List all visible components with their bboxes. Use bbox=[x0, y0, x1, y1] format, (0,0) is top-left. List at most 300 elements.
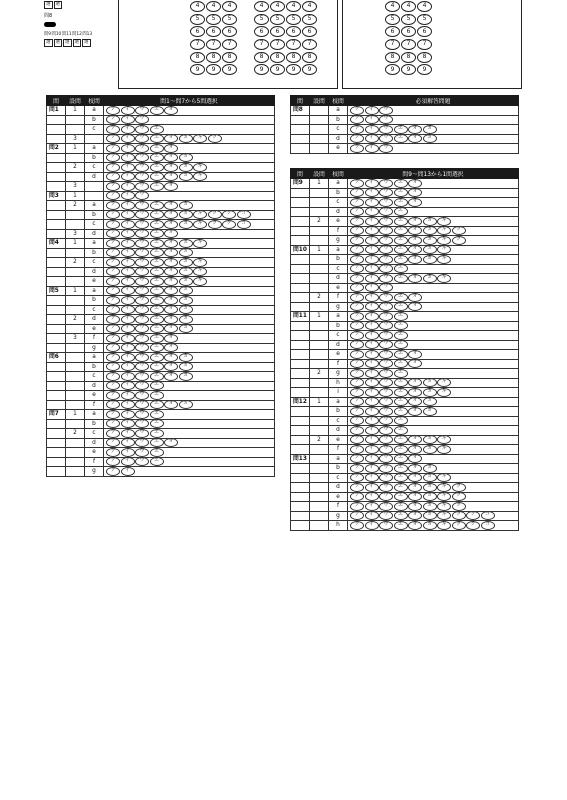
answer-option-bubble[interactable]: イ bbox=[121, 201, 135, 210]
answer-option-bubble[interactable]: ア bbox=[350, 134, 364, 143]
answer-option-bubble[interactable]: イ bbox=[121, 239, 135, 248]
answer-option-bubble[interactable]: イ bbox=[121, 324, 135, 333]
digit-bubble[interactable]: 5 bbox=[286, 14, 301, 25]
answer-option-bubble[interactable]: カ bbox=[423, 125, 437, 134]
answer-option-bubble[interactable]: エ bbox=[150, 429, 164, 438]
answer-option-bubble[interactable]: エ bbox=[394, 207, 408, 216]
answer-option-bubble[interactable]: カ bbox=[423, 521, 437, 530]
answer-option-bubble[interactable]: イ bbox=[121, 125, 135, 134]
digit-bubble[interactable]: 7 bbox=[222, 39, 237, 50]
answer-option-bubble[interactable]: エ bbox=[150, 125, 164, 134]
answer-option-bubble[interactable]: エ bbox=[150, 362, 164, 371]
digit-bubble[interactable]: 7 bbox=[206, 39, 221, 50]
answer-option-bubble[interactable]: オ bbox=[164, 438, 178, 447]
answer-option-bubble[interactable]: イ bbox=[365, 312, 379, 321]
answer-option-bubble[interactable]: オ bbox=[164, 134, 178, 143]
answer-option-bubble[interactable]: オ bbox=[164, 277, 178, 286]
answer-option-bubble[interactable]: ウ bbox=[135, 153, 149, 162]
answer-option-bubble[interactable]: カ bbox=[179, 372, 193, 381]
answer-option-bubble[interactable]: エ bbox=[150, 106, 164, 115]
answer-option-bubble[interactable]: イ bbox=[365, 134, 379, 143]
answer-option-bubble[interactable]: ア bbox=[106, 220, 120, 229]
digit-bubble[interactable]: 7 bbox=[286, 39, 301, 50]
answer-option-bubble[interactable]: オ bbox=[408, 388, 422, 397]
answer-option-bubble[interactable]: オ bbox=[164, 267, 178, 276]
answer-option-bubble[interactable]: オ bbox=[408, 293, 422, 302]
answer-option-bubble[interactable]: イ bbox=[121, 229, 135, 238]
answer-option-bubble[interactable]: イ bbox=[365, 359, 379, 368]
answer-option-bubble[interactable]: ウ bbox=[379, 245, 393, 254]
answer-option-bubble[interactable]: エ bbox=[394, 359, 408, 368]
answer-option-bubble[interactable]: エ bbox=[150, 381, 164, 390]
answer-option-bubble[interactable]: キ bbox=[193, 210, 207, 219]
answer-option-bubble[interactable]: ウ bbox=[379, 492, 393, 501]
answer-option-bubble[interactable]: ア bbox=[350, 198, 364, 207]
answer-option-bubble[interactable]: オ bbox=[408, 502, 422, 511]
answer-option-bubble[interactable]: イ bbox=[365, 198, 379, 207]
digit-bubble[interactable]: 6 bbox=[206, 26, 221, 37]
answer-option-bubble[interactable]: ケ bbox=[466, 511, 480, 520]
answer-option-bubble[interactable]: エ bbox=[150, 315, 164, 324]
digit-bubble[interactable]: 7 bbox=[254, 39, 269, 50]
digit-bubble[interactable]: 4 bbox=[206, 1, 221, 12]
answer-option-bubble[interactable]: ウ bbox=[135, 305, 149, 314]
digit-bubble[interactable]: 9 bbox=[222, 64, 237, 75]
answer-option-bubble[interactable]: ウ bbox=[135, 362, 149, 371]
answer-option-bubble[interactable]: ア bbox=[106, 353, 120, 362]
answer-option-bubble[interactable]: エ bbox=[150, 277, 164, 286]
answer-option-bubble[interactable]: カ bbox=[179, 153, 193, 162]
answer-option-bubble[interactable]: カ bbox=[179, 248, 193, 257]
answer-option-bubble[interactable]: イ bbox=[121, 144, 135, 153]
answer-option-bubble[interactable]: ウ bbox=[379, 378, 393, 387]
answer-option-bubble[interactable]: キ bbox=[193, 220, 207, 229]
digit-bubble[interactable]: 9 bbox=[401, 64, 416, 75]
answer-option-bubble[interactable]: エ bbox=[394, 473, 408, 482]
answer-option-bubble[interactable]: ウ bbox=[135, 220, 149, 229]
answer-option-bubble[interactable]: オ bbox=[408, 350, 422, 359]
answer-option-bubble[interactable]: キ bbox=[437, 483, 451, 492]
answer-option-bubble[interactable]: カ bbox=[423, 483, 437, 492]
answer-option-bubble[interactable]: オ bbox=[164, 372, 178, 381]
answer-option-bubble[interactable]: ア bbox=[350, 264, 364, 273]
answer-option-bubble[interactable]: イ bbox=[365, 188, 379, 197]
answer-option-bubble[interactable]: ウ bbox=[379, 426, 393, 435]
answer-option-bubble[interactable]: カ bbox=[179, 220, 193, 229]
answer-option-bubble[interactable]: イ bbox=[365, 217, 379, 226]
answer-option-bubble[interactable]: エ bbox=[150, 220, 164, 229]
answer-option-bubble[interactable]: エ bbox=[394, 179, 408, 188]
digit-bubble[interactable]: 8 bbox=[254, 52, 269, 63]
answer-option-bubble[interactable]: イ bbox=[365, 511, 379, 520]
answer-option-bubble[interactable]: エ bbox=[150, 144, 164, 153]
answer-option-bubble[interactable]: イ bbox=[365, 226, 379, 235]
answer-option-bubble[interactable]: オ bbox=[408, 236, 422, 245]
answer-option-bubble[interactable]: カ bbox=[179, 400, 193, 409]
answer-option-bubble[interactable]: ウ bbox=[135, 134, 149, 143]
answer-option-bubble[interactable]: エ bbox=[394, 134, 408, 143]
digit-bubble[interactable]: 7 bbox=[190, 39, 205, 50]
answer-option-bubble[interactable]: ウ bbox=[135, 457, 149, 466]
answer-option-bubble[interactable]: オ bbox=[164, 296, 178, 305]
answer-option-bubble[interactable]: ア bbox=[106, 372, 120, 381]
answer-option-bubble[interactable]: イ bbox=[121, 391, 135, 400]
digit-bubble[interactable]: 8 bbox=[302, 52, 317, 63]
answer-option-bubble[interactable]: ア bbox=[106, 448, 120, 457]
answer-option-bubble[interactable]: エ bbox=[394, 321, 408, 330]
answer-option-bubble[interactable]: カ bbox=[179, 305, 193, 314]
answer-option-bubble[interactable]: エ bbox=[150, 172, 164, 181]
answer-option-bubble[interactable]: カ bbox=[423, 236, 437, 245]
answer-option-bubble[interactable]: ウ bbox=[135, 286, 149, 295]
answer-option-bubble[interactable]: エ bbox=[150, 248, 164, 257]
answer-option-bubble[interactable]: オ bbox=[408, 226, 422, 235]
answer-option-bubble[interactable]: ア bbox=[106, 210, 120, 219]
answer-option-bubble[interactable]: イ bbox=[365, 426, 379, 435]
answer-option-bubble[interactable]: オ bbox=[408, 435, 422, 444]
answer-option-bubble[interactable]: オ bbox=[164, 229, 178, 238]
answer-option-bubble[interactable]: ア bbox=[106, 315, 120, 324]
answer-option-bubble[interactable]: エ bbox=[394, 416, 408, 425]
answer-option-bubble[interactable]: イ bbox=[121, 467, 135, 476]
answer-option-bubble[interactable]: ウ bbox=[135, 296, 149, 305]
answer-option-bubble[interactable]: イ bbox=[365, 293, 379, 302]
answer-option-bubble[interactable]: エ bbox=[150, 448, 164, 457]
answer-option-bubble[interactable]: オ bbox=[164, 353, 178, 362]
answer-option-bubble[interactable]: ウ bbox=[135, 191, 149, 200]
answer-option-bubble[interactable]: ウ bbox=[379, 312, 393, 321]
answer-option-bubble[interactable]: キ bbox=[437, 435, 451, 444]
answer-option-bubble[interactable]: ウ bbox=[379, 264, 393, 273]
answer-option-bubble[interactable]: カ bbox=[423, 255, 437, 264]
answer-option-bubble[interactable]: オ bbox=[408, 483, 422, 492]
answer-option-bubble[interactable]: ア bbox=[350, 464, 364, 473]
answer-option-bubble[interactable]: ア bbox=[350, 179, 364, 188]
answer-option-bubble[interactable]: カ bbox=[179, 267, 193, 276]
answer-option-bubble[interactable]: ア bbox=[350, 331, 364, 340]
answer-option-bubble[interactable]: イ bbox=[121, 353, 135, 362]
answer-option-bubble[interactable]: イ bbox=[365, 397, 379, 406]
answer-option-bubble[interactable]: キ bbox=[437, 445, 451, 454]
answer-option-bubble[interactable]: ア bbox=[106, 429, 120, 438]
answer-option-bubble[interactable]: エ bbox=[150, 239, 164, 248]
answer-option-bubble[interactable]: エ bbox=[150, 258, 164, 267]
digit-bubble[interactable]: 7 bbox=[385, 39, 400, 50]
answer-option-bubble[interactable]: ア bbox=[350, 340, 364, 349]
answer-option-bubble[interactable]: ア bbox=[350, 454, 364, 463]
answer-option-bubble[interactable]: イ bbox=[121, 115, 135, 124]
answer-option-bubble[interactable]: ウ bbox=[379, 321, 393, 330]
answer-option-bubble[interactable]: キ bbox=[193, 239, 207, 248]
answer-option-bubble[interactable]: イ bbox=[365, 492, 379, 501]
answer-option-bubble[interactable]: コ bbox=[237, 210, 251, 219]
answer-option-bubble[interactable]: エ bbox=[394, 435, 408, 444]
answer-option-bubble[interactable]: ア bbox=[350, 115, 364, 124]
answer-option-bubble[interactable]: ウ bbox=[379, 454, 393, 463]
answer-option-bubble[interactable]: エ bbox=[394, 397, 408, 406]
answer-option-bubble[interactable]: イ bbox=[121, 153, 135, 162]
answer-option-bubble[interactable]: オ bbox=[408, 492, 422, 501]
answer-option-bubble[interactable]: エ bbox=[150, 372, 164, 381]
digit-bubble[interactable]: 5 bbox=[417, 14, 432, 25]
answer-option-bubble[interactable]: ウ bbox=[379, 359, 393, 368]
answer-option-bubble[interactable]: ア bbox=[350, 188, 364, 197]
answer-option-bubble[interactable]: エ bbox=[150, 229, 164, 238]
digit-bubble[interactable]: 5 bbox=[385, 14, 400, 25]
answer-option-bubble[interactable]: カ bbox=[179, 362, 193, 371]
answer-option-bubble[interactable]: オ bbox=[164, 334, 178, 343]
answer-option-bubble[interactable]: ア bbox=[350, 236, 364, 245]
answer-option-bubble[interactable]: カ bbox=[179, 353, 193, 362]
answer-option-bubble[interactable]: オ bbox=[164, 362, 178, 371]
digit-bubble[interactable]: 8 bbox=[385, 52, 400, 63]
answer-option-bubble[interactable]: ア bbox=[350, 445, 364, 454]
answer-option-bubble[interactable]: カ bbox=[423, 502, 437, 511]
answer-option-bubble[interactable]: ウ bbox=[379, 125, 393, 134]
answer-option-bubble[interactable]: オ bbox=[164, 258, 178, 267]
answer-option-bubble[interactable]: オ bbox=[408, 378, 422, 387]
answer-option-bubble[interactable]: ア bbox=[106, 248, 120, 257]
answer-option-bubble[interactable]: オ bbox=[164, 163, 178, 172]
answer-option-bubble[interactable]: ア bbox=[350, 492, 364, 501]
answer-option-bubble[interactable]: ア bbox=[106, 134, 120, 143]
digit-bubble[interactable]: 4 bbox=[286, 1, 301, 12]
answer-option-bubble[interactable]: ア bbox=[350, 302, 364, 311]
answer-option-bubble[interactable]: イ bbox=[365, 255, 379, 264]
answer-option-bubble[interactable]: キ bbox=[193, 172, 207, 181]
answer-option-bubble[interactable]: ウ bbox=[379, 115, 393, 124]
answer-option-bubble[interactable]: オ bbox=[164, 210, 178, 219]
answer-option-bubble[interactable]: オ bbox=[408, 198, 422, 207]
answer-option-bubble[interactable]: イ bbox=[121, 400, 135, 409]
answer-option-bubble[interactable]: ウ bbox=[135, 115, 149, 124]
answer-option-bubble[interactable]: カ bbox=[423, 397, 437, 406]
answer-option-bubble[interactable]: イ bbox=[365, 454, 379, 463]
answer-option-bubble[interactable]: ウ bbox=[379, 445, 393, 454]
digit-bubble[interactable]: 9 bbox=[417, 64, 432, 75]
answer-option-bubble[interactable]: ウ bbox=[135, 248, 149, 257]
answer-option-bubble[interactable]: オ bbox=[408, 464, 422, 473]
answer-option-bubble[interactable]: イ bbox=[365, 407, 379, 416]
answer-option-bubble[interactable]: カ bbox=[423, 274, 437, 283]
answer-option-bubble[interactable]: キ bbox=[193, 267, 207, 276]
answer-option-bubble[interactable]: ア bbox=[350, 226, 364, 235]
answer-option-bubble[interactable]: ウ bbox=[379, 388, 393, 397]
digit-bubble[interactable]: 5 bbox=[401, 14, 416, 25]
answer-option-bubble[interactable]: ア bbox=[106, 144, 120, 153]
digit-bubble[interactable]: 5 bbox=[254, 14, 269, 25]
answer-option-bubble[interactable]: ア bbox=[106, 258, 120, 267]
answer-option-bubble[interactable]: イ bbox=[121, 277, 135, 286]
answer-option-bubble[interactable]: カ bbox=[423, 435, 437, 444]
answer-option-bubble[interactable]: イ bbox=[365, 416, 379, 425]
answer-option-bubble[interactable]: キ bbox=[437, 274, 451, 283]
answer-option-bubble[interactable]: ク bbox=[452, 502, 466, 511]
answer-option-bubble[interactable]: エ bbox=[394, 492, 408, 501]
answer-option-bubble[interactable]: ウ bbox=[135, 144, 149, 153]
answer-option-bubble[interactable]: ア bbox=[106, 334, 120, 343]
answer-option-bubble[interactable]: ウ bbox=[135, 267, 149, 276]
answer-option-bubble[interactable]: ア bbox=[106, 239, 120, 248]
answer-option-bubble[interactable]: カ bbox=[423, 407, 437, 416]
answer-option-bubble[interactable]: オ bbox=[164, 106, 178, 115]
answer-option-bubble[interactable]: ア bbox=[350, 245, 364, 254]
answer-option-bubble[interactable]: エ bbox=[394, 369, 408, 378]
answer-option-bubble[interactable]: エ bbox=[150, 457, 164, 466]
answer-option-bubble[interactable]: エ bbox=[394, 454, 408, 463]
answer-option-bubble[interactable]: ア bbox=[106, 343, 120, 352]
digit-bubble[interactable]: 7 bbox=[302, 39, 317, 50]
answer-option-bubble[interactable]: エ bbox=[394, 293, 408, 302]
answer-option-bubble[interactable]: キ bbox=[437, 511, 451, 520]
answer-option-bubble[interactable]: カ bbox=[179, 163, 193, 172]
answer-option-bubble[interactable]: イ bbox=[365, 125, 379, 134]
answer-option-bubble[interactable]: イ bbox=[121, 182, 135, 191]
answer-option-bubble[interactable]: ア bbox=[350, 359, 364, 368]
answer-option-bubble[interactable]: ク bbox=[452, 236, 466, 245]
answer-option-bubble[interactable]: キ bbox=[437, 217, 451, 226]
answer-option-bubble[interactable]: ウ bbox=[379, 435, 393, 444]
answer-option-bubble[interactable]: ク bbox=[452, 511, 466, 520]
answer-option-bubble[interactable]: エ bbox=[150, 400, 164, 409]
answer-option-bubble[interactable]: イ bbox=[365, 274, 379, 283]
digit-bubble[interactable]: 4 bbox=[222, 1, 237, 12]
answer-option-bubble[interactable]: ウ bbox=[135, 163, 149, 172]
digit-bubble[interactable]: 6 bbox=[222, 26, 237, 37]
answer-option-bubble[interactable]: ウ bbox=[135, 106, 149, 115]
answer-option-bubble[interactable]: オ bbox=[164, 315, 178, 324]
answer-option-bubble[interactable]: ウ bbox=[379, 407, 393, 416]
digit-bubble[interactable]: 5 bbox=[302, 14, 317, 25]
answer-option-bubble[interactable]: ウ bbox=[379, 226, 393, 235]
answer-option-bubble[interactable]: ア bbox=[106, 296, 120, 305]
answer-option-bubble[interactable]: ウ bbox=[135, 239, 149, 248]
answer-option-bubble[interactable]: エ bbox=[150, 163, 164, 172]
answer-option-bubble[interactable]: イ bbox=[365, 473, 379, 482]
answer-option-bubble[interactable]: イ bbox=[121, 457, 135, 466]
answer-option-bubble[interactable]: イ bbox=[121, 286, 135, 295]
digit-bubble[interactable]: 6 bbox=[417, 26, 432, 37]
answer-option-bubble[interactable]: カ bbox=[179, 210, 193, 219]
answer-option-bubble[interactable]: カ bbox=[423, 134, 437, 143]
answer-option-bubble[interactable]: コ bbox=[237, 220, 251, 229]
answer-option-bubble[interactable]: カ bbox=[423, 492, 437, 501]
answer-option-bubble[interactable]: ア bbox=[106, 267, 120, 276]
digit-bubble[interactable]: 4 bbox=[254, 1, 269, 12]
answer-option-bubble[interactable]: オ bbox=[408, 397, 422, 406]
answer-option-bubble[interactable]: オ bbox=[408, 359, 422, 368]
answer-option-bubble[interactable]: ウ bbox=[135, 277, 149, 286]
answer-option-bubble[interactable]: ア bbox=[350, 378, 364, 387]
answer-option-bubble[interactable]: ア bbox=[350, 283, 364, 292]
answer-option-bubble[interactable]: オ bbox=[164, 305, 178, 314]
answer-option-bubble[interactable]: ア bbox=[106, 400, 120, 409]
answer-option-bubble[interactable]: オ bbox=[164, 400, 178, 409]
answer-option-bubble[interactable]: エ bbox=[394, 388, 408, 397]
digit-bubble[interactable]: 6 bbox=[302, 26, 317, 37]
answer-option-bubble[interactable]: ケ bbox=[222, 220, 236, 229]
answer-option-bubble[interactable]: ア bbox=[106, 153, 120, 162]
answer-option-bubble[interactable]: ウ bbox=[135, 125, 149, 134]
answer-option-bubble[interactable]: イ bbox=[365, 435, 379, 444]
answer-option-bubble[interactable]: ア bbox=[350, 416, 364, 425]
answer-option-bubble[interactable]: イ bbox=[365, 445, 379, 454]
digit-bubble[interactable]: 7 bbox=[401, 39, 416, 50]
answer-option-bubble[interactable]: ク bbox=[208, 134, 222, 143]
answer-option-bubble[interactable]: ウ bbox=[379, 293, 393, 302]
answer-option-bubble[interactable]: ア bbox=[350, 511, 364, 520]
answer-option-bubble[interactable]: カ bbox=[423, 378, 437, 387]
answer-option-bubble[interactable]: エ bbox=[394, 255, 408, 264]
answer-option-bubble[interactable]: ウ bbox=[379, 274, 393, 283]
answer-option-bubble[interactable]: ウ bbox=[135, 353, 149, 362]
answer-option-bubble[interactable]: カ bbox=[179, 239, 193, 248]
answer-option-bubble[interactable]: イ bbox=[365, 521, 379, 530]
answer-option-bubble[interactable]: ウ bbox=[379, 340, 393, 349]
answer-option-bubble[interactable]: ウ bbox=[379, 369, 393, 378]
answer-option-bubble[interactable]: エ bbox=[150, 410, 164, 419]
answer-option-bubble[interactable]: エ bbox=[394, 445, 408, 454]
answer-option-bubble[interactable]: ア bbox=[106, 106, 120, 115]
answer-option-bubble[interactable]: ク bbox=[452, 492, 466, 501]
answer-option-bubble[interactable]: イ bbox=[365, 207, 379, 216]
answer-option-bubble[interactable]: ウ bbox=[135, 438, 149, 447]
answer-option-bubble[interactable]: ウ bbox=[379, 188, 393, 197]
answer-option-bubble[interactable]: オ bbox=[408, 134, 422, 143]
answer-option-bubble[interactable]: イ bbox=[365, 302, 379, 311]
answer-option-bubble[interactable]: エ bbox=[150, 286, 164, 295]
digit-bubble[interactable]: 4 bbox=[302, 1, 317, 12]
answer-option-bubble[interactable]: ア bbox=[350, 312, 364, 321]
answer-option-bubble[interactable]: オ bbox=[408, 217, 422, 226]
answer-option-bubble[interactable]: オ bbox=[164, 201, 178, 210]
answer-option-bubble[interactable]: エ bbox=[150, 438, 164, 447]
digit-bubble[interactable]: 8 bbox=[270, 52, 285, 63]
answer-option-bubble[interactable]: オ bbox=[408, 188, 422, 197]
answer-option-bubble[interactable]: エ bbox=[150, 324, 164, 333]
answer-option-bubble[interactable]: ア bbox=[106, 467, 120, 476]
answer-option-bubble[interactable]: ウ bbox=[379, 397, 393, 406]
answer-option-bubble[interactable]: カ bbox=[179, 201, 193, 210]
answer-option-bubble[interactable]: ア bbox=[106, 125, 120, 134]
digit-bubble[interactable]: 9 bbox=[385, 64, 400, 75]
answer-option-bubble[interactable]: エ bbox=[394, 125, 408, 134]
answer-option-bubble[interactable]: コ bbox=[481, 511, 495, 520]
answer-option-bubble[interactable]: ク bbox=[208, 220, 222, 229]
answer-option-bubble[interactable]: イ bbox=[121, 248, 135, 257]
answer-option-bubble[interactable]: エ bbox=[394, 511, 408, 520]
answer-option-bubble[interactable]: ウ bbox=[379, 179, 393, 188]
answer-option-bubble[interactable]: ウ bbox=[379, 511, 393, 520]
answer-option-bubble[interactable]: オ bbox=[164, 248, 178, 257]
answer-option-bubble[interactable]: カ bbox=[179, 286, 193, 295]
digit-bubble[interactable]: 7 bbox=[270, 39, 285, 50]
answer-option-bubble[interactable]: イ bbox=[121, 305, 135, 314]
answer-option-bubble[interactable]: オ bbox=[164, 239, 178, 248]
answer-option-bubble[interactable]: ア bbox=[106, 201, 120, 210]
answer-option-bubble[interactable]: ア bbox=[350, 106, 364, 115]
answer-option-bubble[interactable]: オ bbox=[164, 153, 178, 162]
answer-option-bubble[interactable]: ク bbox=[452, 483, 466, 492]
digit-bubble[interactable]: 6 bbox=[385, 26, 400, 37]
answer-option-bubble[interactable]: ア bbox=[350, 521, 364, 530]
answer-option-bubble[interactable]: キ bbox=[437, 521, 451, 530]
answer-option-bubble[interactable]: ア bbox=[350, 321, 364, 330]
answer-option-bubble[interactable]: ア bbox=[350, 217, 364, 226]
digit-bubble[interactable]: 9 bbox=[190, 64, 205, 75]
answer-option-bubble[interactable]: イ bbox=[365, 378, 379, 387]
answer-option-bubble[interactable]: ウ bbox=[379, 302, 393, 311]
